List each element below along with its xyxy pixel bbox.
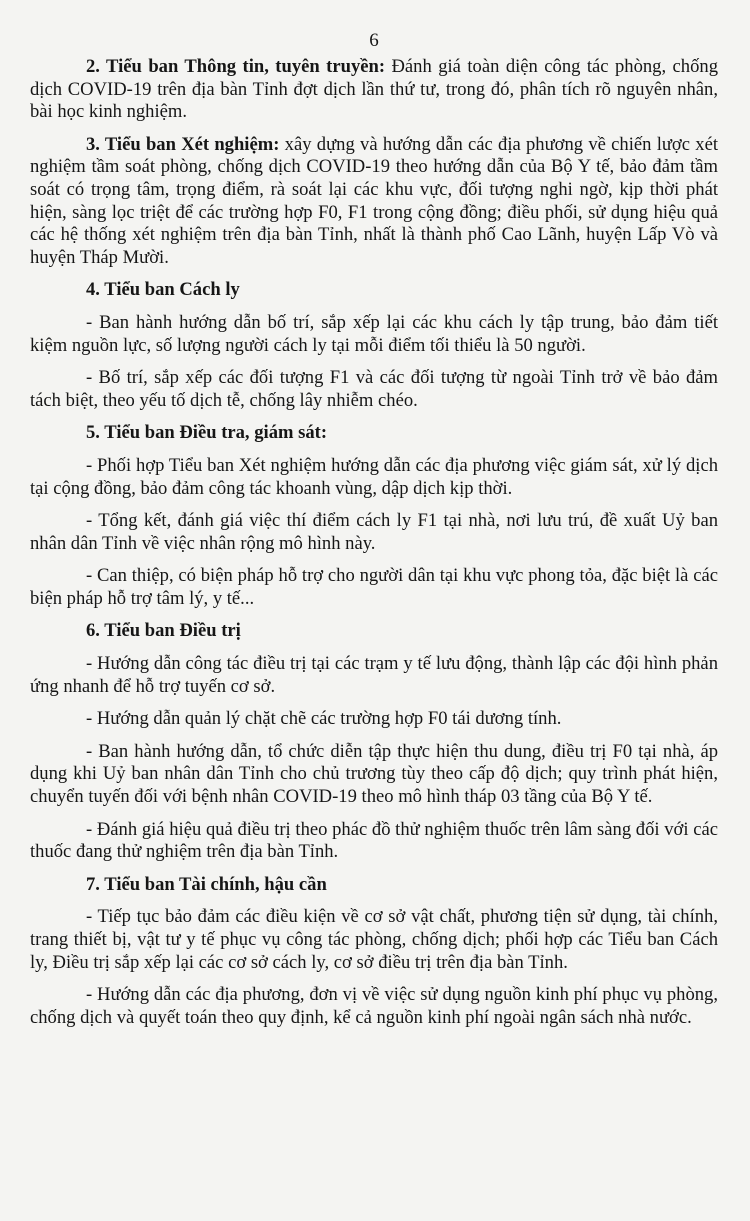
section-2-paragraph — [30, 56, 718, 124]
section-4-item-2: - Bố trí, sắp xếp các đối tượng F1 và các đối tượng từ ngoài Tỉnh trở về bảo đảm tách biệt, theo yếu tố dịch tễ, chống lây nhiễm chéo. — [30, 367, 718, 411]
section-5-investigation — [30, 422, 718, 610]
section-2-heading: 2. Tiểu ban Thông tin, tuyên truyền: — [86, 56, 386, 77]
section-5-heading: 5. Tiểu ban Điều tra, giám sát: — [86, 422, 328, 444]
section-6-item-1: - Hướng dẫn công tác điều trị tại các trạm y tế lưu động, thành lập các đội hình phản ứng nhanh để hỗ trợ tuyến cơ sở. — [30, 653, 718, 697]
section-7-item-2: - Hướng dẫn các địa phương, đơn vị về việc sử dụng nguồn kinh phí phục vụ phòng, chống dịch và quyết toán theo quy định, kể cả nguồn kinh phí ngoài ngân sách nhà nước. — [30, 984, 718, 1028]
section-6-item-2: - Hướng dẫn quản lý chặt chẽ các trường hợp F0 tái dương tính. — [86, 708, 562, 730]
section-4-heading: 4. Tiểu ban Cách ly — [86, 279, 240, 301]
section-2-text: Đánh giá toàn diện công tác phòng, chống dịch COVID-19 trên địa bàn Tỉnh đợt dịch lần thứ tư, trong đó, phân tích rõ nguyên nhân, bài học kinh nghiệm. — [30, 56, 718, 123]
section-6-item-4: - Đánh giá hiệu quả điều trị theo phác đồ thử nghiệm thuốc trên lâm sàng đối với các thuốc đang thử nghiệm trên địa bàn Tỉnh. — [30, 818, 718, 863]
section-7-item-1: - Tiếp tục bảo đảm các điều kiện về cơ sở vật chất, phương tiện sử dụng, tài chính, trang thiết bị, vật tư y tế phục vụ công tác phòng, chống dịch; phối hợp các Tiểu ban Cách ly, Điều trị sắp xếp lại các cơ sở cách ly, cơ sở điều trị trên địa bàn Tỉnh. — [30, 906, 718, 973]
section-4-item-1: - Ban hành hướng dẫn bố trí, sắp xếp lại các khu cách ly tập trung, bảo đảm tiết kiệm nguồn lực, số lượng người cách ly tại mỗi điểm tối thiểu là 50 người. — [30, 311, 718, 356]
section-6-item-3: - Ban hành hướng dẫn, tổ chức diễn tập thực hiện thu dung, điều trị F0 tại nhà, áp dụng khi Uỷ ban nhân dân Tỉnh cho chủ trương tùy theo cấp độ dịch; quy trình phát hiện, chuyển tuyến đối với bệnh nhân COVID-19 theo mô hình tháp 03 tầng của Bộ Y tế. — [30, 740, 718, 808]
section-6-heading: 6. Tiểu ban Điều trị — [86, 620, 241, 642]
section-7-heading: 7. Tiểu ban Tài chính, hậu cần — [86, 873, 327, 895]
section-3-heading: 3. Tiểu ban Xét nghiệm: — [86, 133, 280, 155]
section-7-finance-logistics — [30, 874, 718, 1030]
section-5-item-3: - Can thiệp, có biện pháp hỗ trợ cho người dân tại khu vực phong tỏa, đặc biệt là các biện pháp hỗ trợ tâm lý, y tế... — [30, 565, 718, 609]
section-2-information — [30, 56, 718, 124]
section-3-testing — [30, 134, 718, 270]
section-5-item-2: - Tổng kết, đánh giá việc thí điểm cách ly F1 tại nhà, nơi lưu trú, đề xuất Uỷ ban nhân dân Tỉnh về việc nhân rộng mô hình này. — [30, 510, 718, 554]
section-4-isolation — [30, 279, 718, 412]
section-3-text: xây dựng và hướng dẫn các địa phương về chiến lược xét nghiệm tầm soát phòng, chống dịch COVID-19 theo hướng dẫn của Bộ Y tế, bảo đảm tầm soát có trọng tâm, trọng điểm, rà soát lại các khu vực, đối tượng nghi ngờ, kịp thời phát hiện, sàng lọc triệt để các trường hợp F0, F1 trong cộng đồng; điều phối, sử dụng hiệu quả các hệ thống xét nghiệm trên địa bàn Tỉnh, nhất là thành phố Cao Lãnh, huyện Lấp Vò và huyện Tháp Mười. — [30, 133, 718, 268]
section-6-treatment — [30, 620, 718, 863]
page-number: 6 — [369, 30, 379, 51]
section-3-paragraph — [30, 134, 718, 270]
section-5-item-1: - Phối hợp Tiểu ban Xét nghiệm hướng dẫn các địa phương việc giám sát, xử lý dịch tại cộng đồng, bảo đảm công tác khoanh vùng, dập dịch kịp thời. — [30, 454, 718, 499]
